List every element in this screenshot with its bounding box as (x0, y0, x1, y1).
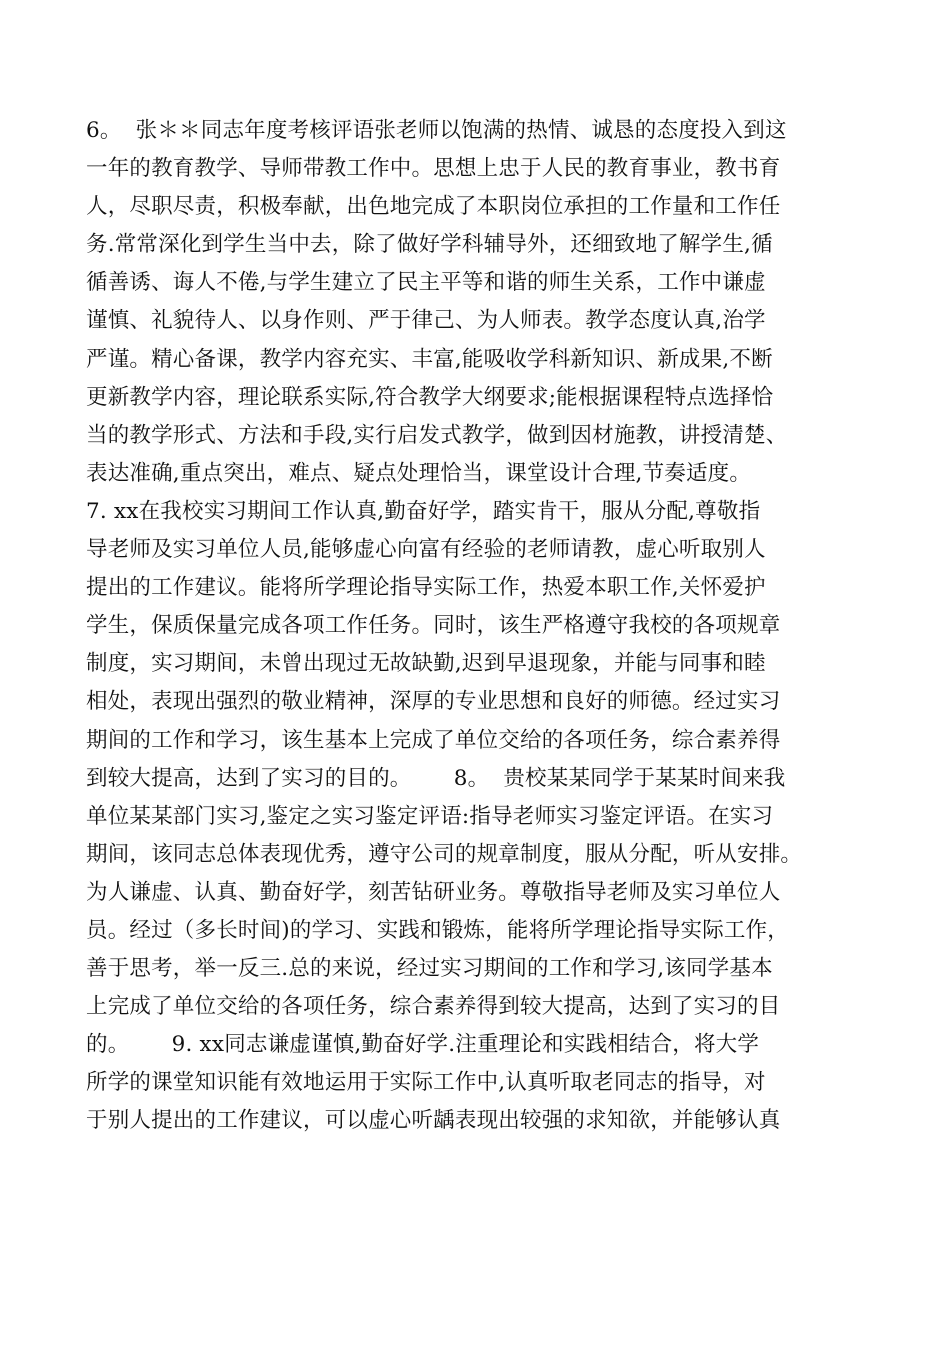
text-line-3: 人，尽职尽责，积极奉献，出色地完成了本职岗位承担的工作量和工作任 (86, 194, 781, 220)
text-line-1: 6。 张＊＊同志年度考核评语张老师以饱满的热情、诚恳的态度投入到这 (86, 118, 787, 143)
text-line-25: 的。 9. xx同志谦虚谨慎,勤奋好学.注重理论和实践相结合，将大学 (86, 1032, 760, 1058)
text-line-10: 表达准确,重点突出，难点、疑点处理恰当，课堂设计合理,节奏适度。 (86, 460, 752, 486)
text-line-6: 谨慎、礼貌待人、以身作则、严于律己、为人师表。教学态度认真,治学 (86, 308, 766, 334)
text-line-16: 相处，表现出强烈的敬业精神，深厚的专业思想和良好的师德。经过实习 (86, 689, 781, 715)
text-line-12: 导老师及实习单位人员,能够虚心向富有经验的老师请教，虚心听取别人 (86, 537, 766, 563)
text-line-21: 为人谦虚、认真、勤奋好学，刻苦钻研业务。尊敬指导老师及实习单位人 (86, 879, 781, 905)
text-line-19: 单位某某部门实习,鉴定之实习鉴定评语:指导老师实习鉴定评语。在实习 (86, 803, 774, 829)
text-line-7: 严谨。精心备课，教学内容充实、丰富,能吸收学科新知识、新成果,不断 (86, 346, 773, 372)
text-line-14: 学生，保质保量完成各项工作任务。同时，该生严格遵守我校的各项规章 (86, 613, 781, 639)
text-line-24: 上完成了单位交给的各项任务，综合素养得到较大提高，达到了实习的目 (86, 994, 781, 1020)
text-line-9: 当的教学形式、方法和手段,实行启发式教学，做到因材施教，讲授清楚、 (86, 422, 788, 448)
text-line-20: 期间，该同志总体表现优秀，遵守公司的规章制度，服从分配，听从安排。 (86, 841, 803, 867)
text-line-11: 7. xx在我校实习期间工作认真,勤奋好学，踏实肯干，服从分配,尊敬指 (86, 498, 761, 524)
text-line-23: 善于思考，举一反三.总的来说，经过实习期间的工作和学习,该同学基本 (86, 956, 773, 982)
text-line-26: 所学的课堂知识能有效地运用于实际工作中,认真听取老同志的指导，对 (86, 1070, 766, 1096)
text-line-13: 提出的工作建议。能将所学理论指导实际工作，热爱本职工作,关怀爱护 (86, 575, 766, 601)
text-line-27: 于别人提出的工作建议，可以虚心听龋表现出较强的求知欲，并能够认真 (86, 1108, 781, 1134)
body-text (86, 112, 876, 1141)
text-line-18: 到较大提高，达到了实习的目的。 8。 贵校某某同学于某某时间来我 (86, 765, 786, 791)
text-line-17: 期间的工作和学习，该生基本上完成了单位交给的各项任务，综合素养得 (86, 727, 781, 753)
text-line-5: 循善诱、诲人不倦,与学生建立了民主平等和谐的师生关系，工作中谦虚 (86, 270, 766, 296)
text-line-22: 员。经过（多长时间)的学习、实践和锻炼，能将所学理论指导实际工作， (86, 917, 789, 943)
text-line-8: 更新教学内容，理论联系实际,符合教学大纲要求;能根据课程特点选择恰 (86, 384, 774, 410)
text-line-2: 一年的教育教学、导师带教工作中。思想上忠于人民的教育事业，教书育 (86, 156, 781, 182)
text-line-15: 制度，实习期间，未曾出现过无故缺勤,迟到早退现象，并能与同事和睦 (86, 651, 766, 677)
text-line-4: 务.常常深化到学生当中去，除了做好学科辅导外，还细致地了解学生,循 (86, 232, 773, 258)
